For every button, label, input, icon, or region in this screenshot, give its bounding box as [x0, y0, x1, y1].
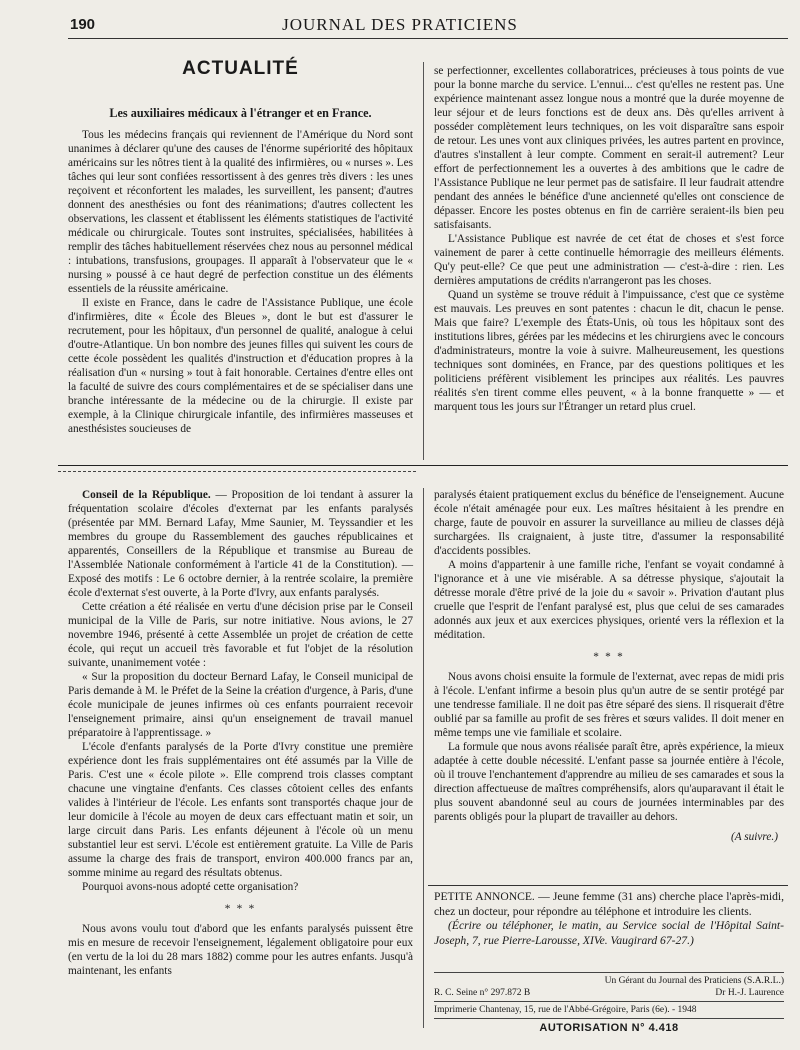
paragraph: Quand un système se trouve réduit à l'impuissance, c'est que ce système est mauvais. Les preuves en sont patentes : chacun le dit, chacun le pense. Mais que faire? L'exemple des États-Unis, où tous les hôpitaux sont des institutions libres, gérées par les médecins et les chirurgiens avec le concours d'administrateurs, montre la voie à suivre. Malheureusement, les questions techniques sont dominées, en France, par des questions politiques et les politiciens préfèrent visiblement les principes aux réalités. Les pauvres réalités s'en tirent comme elles peuvent, « à la bonne franquette » — et marquent tous les jours sur l'Étranger un retard plus cruel. — [434, 289, 784, 413]
journal-title: JOURNAL DES PRATICIENS — [282, 15, 518, 34]
paragraph: A moins d'appartenir à une famille riche, l'enfant se voyait condamné à l'ignorance et à une vie misérable. A sa détresse physique, s'ajoutait la détresse morale d'être privé de la joie du « savoir ». Privation d'autant plus cruelle que l'esprit de l'enfant paralysé est, plus que celui de ses camarades adonnés aux jeux et aux exercices physiques, orienté vers la réflexion et la méditation. — [434, 559, 784, 641]
article2-lead-text: — Proposition de loi tendant à assurer la fréquentation scolaire d'écoles d'externat par les enfants paralysés (présentée par MM. Bernard Lafay, Mme Saunier, M. Teyssandier et les membres du groupe du Rassemblement des gauches républicaines et apparentés, Conseillers de la République et transmise au Bureau de l'Assemblée Nationale conformément à l'article 41 de la Constitution). — Exposé des motifs : Le 6 octobre dernier, à la rentrée scolaire, la première école d'externat s'est ouverte, à la Porte d'Ivry, aux enfants paralysés. — [68, 489, 413, 599]
classified-lead: PETITE ANNONCE. — [434, 890, 535, 903]
section-stars: * * * — [593, 651, 625, 663]
section-divider — [58, 465, 788, 466]
article2-right-column — [434, 488, 784, 844]
article2-lead-title: Conseil de la République. — [82, 489, 211, 501]
footer-rule — [434, 972, 784, 973]
printer-line: Imprimerie Chantenay, 15, rue de l'Abbé-Grégoire, Paris (6e). - 1948 — [434, 1005, 697, 1015]
section-stars: * * * — [224, 903, 257, 915]
article2-left-column — [68, 488, 413, 978]
paragraph: Nous avons voulu tout d'abord que les enfants paralysés puissent être mis en mesure de recevoir l'enseignement, légalement obligatoire pour eux (en vertu de la loi du 28 mars 1882) comme pour les autres enfants. Jusqu'à maintenant, les enfants — [68, 923, 413, 977]
paragraph: « Sur la proposition du docteur Bernard Lafay, le Conseil municipal de Paris demande à M. le Préfet de la Seine la création d'urgence, à Paris, d'une école municipale de jeunes infirmes où ces enfants pourraient recevoir l'enseignement primaire, ainsi qu'un enseignement de travail manuel préparatoire à l'apprentissage. » — [68, 671, 413, 739]
section-title: ACTUALITÉ — [182, 58, 299, 79]
article1-right-column — [434, 64, 784, 414]
paragraph: Cette création a été réalisée en vertu d'une décision prise par le Conseil municipal de la Ville de Paris, sur notre initiative. Nous avions, le 27 novembre 1946, présenté à cette Assemblée un projet de création de cette école, qui reçut un accueil très favorable et fut l'objet de la résolution suivante, unanimement votée : — [68, 601, 413, 669]
gerant-line: Un Gérant du Journal des Praticiens (S.A.R.L.) — [604, 976, 784, 986]
classified-ad — [434, 890, 784, 948]
column-divider — [423, 488, 424, 1028]
article-title: Les auxiliaires médicaux à l'étranger et en France. — [109, 106, 372, 120]
paragraph: Il existe en France, dans le cadre de l'Assistance Publique, une école d'infirmières, dite « École des Bleues », dont le but est d'assurer le recrutement, pour les hôpitaux, d'un personnel de qualité, analogue à celui d'outre-Atlantique. Un bon nombre des jeunes filles qui suivent les cours de cette école possèdent les qualités d'instruction et d'éducation propres à la réalisation d'un « nursing » tout à fait honorable. Certaines d'entre elles ont la faculté de suivre des cours complémentaires et de se spécialiser dans une branche intéressante de la médecine ou de la chirurgie. Il existe par exemple, à la Clinique chirurgicale infantile, des infirmières masseuses et anesthésistes soucieuses de — [68, 297, 413, 435]
paragraph: L'école d'enfants paralysés de la Porte d'Ivry constitue une première expérience dont les frais supplémentaires ont été assumés par la Ville de Paris. C'est une « école pilote ». Elle comprend trois classes comptant chacune une vingtaine d'enfants. Ces classes côtoient celles des enfants valides à l'intérieur de l'école. Les enfants sont transportés chaque jour de leur domicile à l'école au moyen de deux cars effectuant matin et soir, un large circuit dans Paris. Les enfants déjeunent à l'école où un menu substantiel leur est servi. L'école est entièrement gratuite. La Ville de Paris assume la charge des frais de transport, environ 400.000 francs par an, somme minime au regard des résultats obtenus. — [68, 741, 413, 879]
classified-text — [434, 890, 784, 919]
article2-lead — [68, 488, 413, 600]
column-divider — [423, 62, 424, 460]
page-number: 190 — [70, 16, 96, 33]
classified-contact: (Écrire ou téléphoner, le matin, au Service social de l'Hôpital Saint-Joseph, 7, rue Pierre-Larousse, XIVe. Vaugirard 67-27.) — [434, 919, 784, 947]
continued-note: (A suivre.) — [730, 831, 778, 843]
paragraph: Pourquoi avons-nous adopté cette organisation? — [82, 881, 299, 893]
rc-number: R. C. Seine n° 297.872 B — [434, 988, 531, 998]
paragraph: paralysés étaient pratiquement exclus du bénéfice de l'enseignement. Aucune école n'était aménagée pour eux. Les maîtres hésitaient à les prendre en charge, faute de pouvoir en assurer la surveillance au milieu de classes déjà surchargées. Ils craignaient, à juste titre, d'assumer la responsabilité d'accidents possibles. — [434, 489, 784, 557]
article1-left-column — [68, 128, 413, 436]
annonce-rule — [428, 885, 788, 886]
footer-rule — [434, 1001, 784, 1002]
footer-row — [434, 987, 784, 999]
classified-body: — Jeune femme (31 ans) cherche place l'après-midi, chez un docteur, pour répondre au téléphone et introduire les clients. — [434, 890, 784, 918]
imprint-footer — [434, 970, 784, 1034]
header-rule — [68, 38, 788, 39]
doctor-name: Dr H.-J. Laurence — [715, 988, 784, 998]
authorization-number: AUTORISATION N° 4.418 — [539, 1022, 679, 1034]
paragraph: se perfectionner, excellentes collaboratrices, précieuses à tous points de vue pour la bonne marche du service. L'ennui... c'est qu'elles ne restent pas. Une expérience maintenant assez longue nous a montré que la durée moyenne de leur séjour et de leurs fonctions est de deux ans. Dès qu'elles arrivent à posséder complètement leurs techniques, on les voit disparaître sans espoir de retour. Les unes vont aux cliniques privées, les autres partent en province, d'autres s'installent à leur compte. Comment en serait-il autrement? Leur effort de perfectionnement les a ouvertes à des ambitions que le cadre de l'Assistance Publique ne leur permet pas de satisfaire. Il leur faudrait attendre pendant des années le bénéfice d'une ancienneté qu'elles ont conscience de dépasser. Encore les postes obtenus en fin de carrière seraient-ils bien peu satisfaisants. — [434, 65, 784, 231]
section-divider-dashed — [58, 471, 416, 472]
footer-rule — [434, 1018, 784, 1019]
paragraph: Nous avons choisi ensuite la formule de l'externat, avec repas de midi pris à l'école. L'enfant infirme a besoin plus qu'un autre de se sentir protégé par une tendresse familiale. Il ne doit pas être séparé des siens. Il risquerait d'être oublié par sa famille au profit de ses frères et sœurs valides. Il doit mener en même temps une vie familiale et scolaire. — [434, 671, 784, 739]
paragraph: La formule que nous avons réalisée paraît être, après expérience, la mieux adaptée à cette double nécessité. L'enfant passe sa journée entière à l'école, où il trouve l'enchantement d'apprendre au milieu de ses camarades et sous la direction affectueuse de maîtres compréhensifs, alors qu'auparavant il était le plus souvent abandonné seul au cours de journées interminables par des parents obligés pour la plupart de travailler au dehors. — [434, 741, 784, 823]
paragraph: L'Assistance Publique est navrée de cet état de choses et s'est force vainement de parer à cette continuelle hémorragie des meilleurs éléments. Qu'y peut-elle? Ce que peut une administration — c'est-à-dire : rien. Les dernières amputations de crédits n'arrangeront pas les choses. — [434, 233, 784, 287]
paragraph: Tous les médecins français qui reviennent de l'Amérique du Nord sont unanimes à déclarer qu'une des causes de l'énorme supériorité des hôpitaux américains sur les nôtres tient à la qualité des infirmières, ou « nurses ». Les tâches qui leur sont confiées ressortissent à des genres très divers : les unes reçoivent et réconfortent les malades, les surveillent, les pansent; d'autres donnent des anesthésies ou font des réanimations; d'autres collectent les observations, les classent et établissent les éléments statistiques de l'activité médicale ou chirurgicale. Toutes sont instruites, spécialisées, habilitées à remplir des tâches habituellement réservées chez nous au personnel médical : intubations, transfusions, groupages. Il apparaît à l'observateur que le « nursing » poussé à ce haut degré de perfection constitue un des éléments essentiels de la réussite américaine. — [68, 129, 413, 295]
